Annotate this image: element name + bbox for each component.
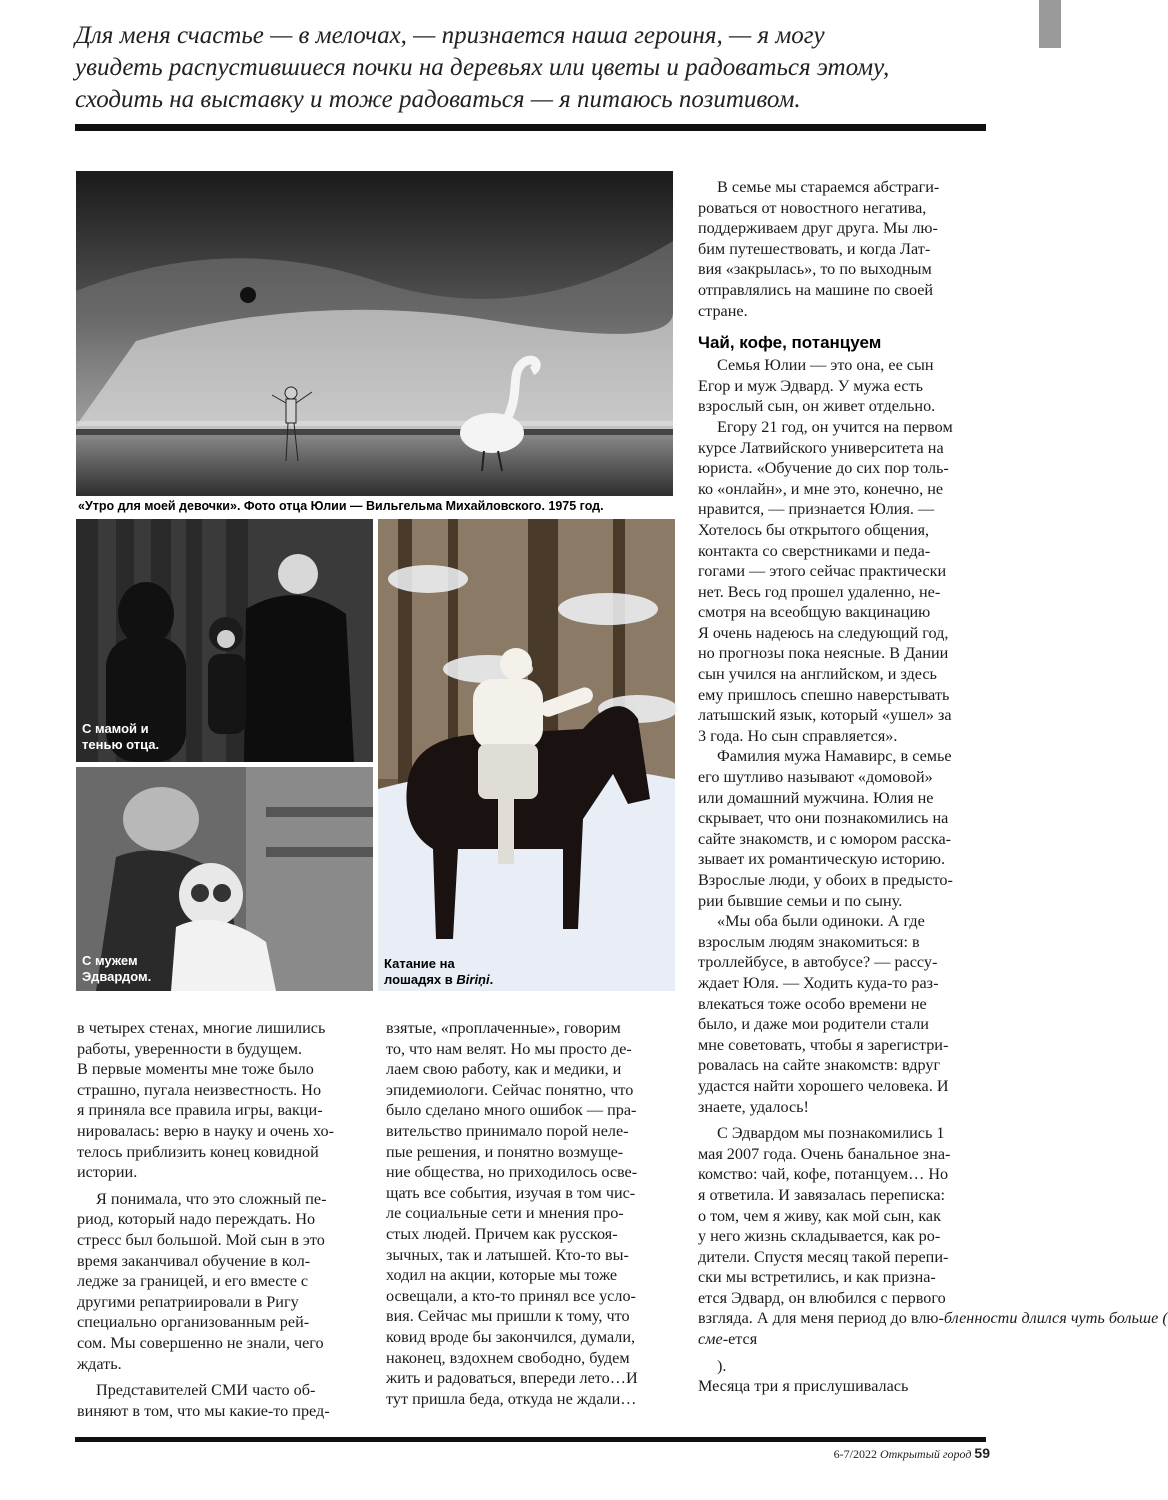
text-line: комство: чай, кофе, потанцуем… Но bbox=[698, 1165, 949, 1184]
text-line: нравится, — признается Юлия. — bbox=[698, 500, 935, 519]
footer-magazine: Открытый город bbox=[879, 1447, 972, 1461]
caption-horse-dot: . bbox=[489, 972, 494, 987]
text-line: ходил на акции, которые мы тоже bbox=[386, 1266, 618, 1285]
text-line: сайте знакомств, и с юмором расска- bbox=[698, 829, 952, 848]
text-line: лаем свою работу, как и медики, и bbox=[386, 1060, 622, 1079]
text-line: мая 2007 года. Очень банальное зна- bbox=[698, 1144, 951, 1163]
text-line: пые решения, и понятно возмуще- bbox=[386, 1142, 624, 1161]
text-line-with-italic bbox=[698, 1308, 1168, 1329]
text-line: ется Эдвард, он влюбился с первого bbox=[698, 1288, 946, 1307]
text-line: гогами — этого сейчас практически bbox=[698, 562, 947, 581]
text-line: смотря на всеобщую вакцинацию bbox=[698, 603, 931, 622]
text-line: сом. Мы совершенно не знали, чего bbox=[77, 1333, 324, 1352]
text-line: специально организованным рей- bbox=[77, 1313, 310, 1332]
text-line: истории. bbox=[77, 1163, 138, 1182]
caption-mother-line: тенью отца. bbox=[82, 737, 160, 752]
caption-mother-line: С мамой и bbox=[82, 721, 149, 736]
column-left bbox=[77, 1018, 367, 1421]
text-line: рии бывшие семьи и по сыну. bbox=[698, 891, 903, 910]
quote-line: Для меня счастье — в мелочах, — признается наша героиня, — я могу bbox=[75, 22, 825, 49]
bottom-rule bbox=[75, 1437, 986, 1442]
text-line: было, и даже мои родители стали bbox=[698, 1015, 929, 1034]
text-fragment: взгляда. А для меня период до влю- bbox=[698, 1309, 944, 1328]
text-line: я приняла все правила игры, вакци- bbox=[77, 1101, 323, 1120]
text-line: ). bbox=[717, 1356, 727, 1375]
column-middle bbox=[386, 1018, 676, 1409]
text-line: Представителей СМИ часто об- bbox=[96, 1381, 316, 1400]
text-line: В семье мы стараемся абстраги- bbox=[717, 178, 940, 196]
text-line: Я понимала, что это сложный пе- bbox=[96, 1189, 327, 1208]
text-line: контакта со сверстниками и педа- bbox=[698, 541, 931, 560]
text-line: Я очень надеюсь на следующий год, bbox=[698, 623, 949, 642]
text-line: было сделано много ошибок — пра- bbox=[386, 1101, 637, 1120]
text-line: но прогнозы пока неясные. В Дании bbox=[698, 644, 949, 663]
text-line: о том, чем я живу, как мой сын, как bbox=[698, 1206, 941, 1225]
text-line: поддерживаем друг друга. Мы лю- bbox=[698, 219, 938, 238]
photo-girl-and-swan bbox=[76, 171, 673, 496]
text-line: влекаться тоже особо времени не bbox=[698, 994, 927, 1013]
footer-issue: 6-7/2022 bbox=[833, 1447, 877, 1461]
photo-horse-riding-image bbox=[378, 519, 675, 991]
text-line: дители. Спустя месяц такой перепи- bbox=[698, 1247, 949, 1266]
text-line: тут пришла беда, откуда не ждали… bbox=[386, 1389, 637, 1408]
text-line: Фамилия мужа Намавирс, в семье bbox=[717, 747, 952, 766]
text-line: то, что нам велят. Но мы просто де- bbox=[386, 1039, 632, 1058]
text-line: стых людей. Причем как русскоя- bbox=[386, 1224, 618, 1243]
text-line: работы, уверенности в будущем. bbox=[77, 1039, 302, 1058]
text-line: вия. Сейчас мы пришли к тому, что bbox=[386, 1307, 630, 1326]
text-line: зычных, так и латышей. Кто-то вы- bbox=[386, 1245, 629, 1264]
text-line: жить и радоваться, впереди лето…И bbox=[386, 1369, 638, 1388]
text-line: ледже за границей, и его вместе с bbox=[77, 1272, 309, 1291]
text-line: ние общества, но приходилось осве- bbox=[386, 1163, 638, 1182]
text-line: взрослый сын, он живет отдельно. bbox=[698, 397, 936, 416]
text-line: освещали, а кто-то принял все усло- bbox=[386, 1286, 636, 1305]
text-line: эпидемиологи. Сейчас понятно, что bbox=[386, 1080, 634, 1099]
caption-husband-line: Эдвардом. bbox=[82, 969, 152, 984]
text-line: вия «закрылась», то по выходным bbox=[698, 260, 932, 279]
caption-main-photo: «Утро для моей девочки». Фото отца Юлии — Вильгельма Михайловского. 1975 год. bbox=[78, 499, 604, 513]
text-line: ровалась на сайте знакомств: вдруг bbox=[698, 1056, 941, 1075]
text-line: ле социальные сети и мнения про- bbox=[386, 1204, 624, 1223]
page-number: 59 bbox=[974, 1445, 990, 1461]
text-line: вительство принимало порой нелe- bbox=[386, 1121, 629, 1140]
caption-horse-line2 bbox=[384, 972, 493, 987]
text-line: у него жизнь складывается, как ро- bbox=[698, 1227, 941, 1246]
text-line: ему пришлось спешно наверстывать bbox=[698, 685, 950, 704]
text-line: курсе Латвийского университета на bbox=[698, 438, 944, 457]
text-line: Егору 21 год, он учится на первом bbox=[717, 417, 953, 436]
text-line: троллейбусе, в автобусе? — рассу- bbox=[698, 953, 938, 972]
text-line: ковид вроде бы закончился, думали, bbox=[386, 1327, 636, 1346]
page-footer bbox=[780, 1445, 990, 1462]
quote-line: увидеть распустившиеся почки на деревьях или цветы и радоваться этому, bbox=[75, 54, 890, 81]
text-line: роваться от новостного негатива, bbox=[698, 198, 927, 217]
caption-horse-text: лошадях в bbox=[384, 972, 457, 987]
photo-girl-and-swan-image bbox=[76, 171, 673, 496]
text-line: или домашний мужчина. Юлия не bbox=[698, 788, 934, 807]
text-line: С Эдвардом мы познакомились 1 bbox=[717, 1124, 945, 1143]
quote-line: сходить на выставку и тоже радоваться — я питаюсь позитивом. bbox=[75, 86, 801, 113]
text-line: латышский язык, который «ушел» за bbox=[698, 706, 952, 725]
photo-with-mother bbox=[76, 519, 373, 762]
text-line: ко «онлайн», и мне это, конечно, не bbox=[698, 479, 944, 498]
text-line: отправлялись на машине по своей bbox=[698, 280, 934, 299]
caption-husband-line: С мужем bbox=[82, 953, 138, 968]
text-line-with-italic bbox=[698, 1329, 988, 1350]
text-line: телось приблизить конец ковидной bbox=[77, 1142, 319, 1161]
caption-horse-line: Катание на bbox=[384, 956, 455, 971]
text-line: Егор и муж Эдвард. У мужа есть bbox=[698, 376, 924, 395]
column-right bbox=[698, 177, 1168, 1397]
text-line: стране. bbox=[698, 301, 748, 320]
text-line: страшно, пугала неизвестность. Но bbox=[77, 1080, 322, 1099]
text-line: Месяца три я прислушивалась bbox=[698, 1377, 909, 1396]
text-line: я ответила. И завязалась переписка: bbox=[698, 1185, 946, 1204]
page-corner-tab bbox=[1039, 0, 1061, 48]
text-line: 3 года. Но сын справляется». bbox=[698, 726, 898, 745]
text-line: нет. Весь год прошел удаленно, не- bbox=[698, 582, 941, 601]
text-line: знаете, удалось! bbox=[698, 1097, 809, 1116]
text-line: взятые, «проплаченные», говорим bbox=[386, 1019, 621, 1037]
text-line: юриста. «Обучение до сих пор толь- bbox=[698, 459, 949, 478]
text-line: другими репатриировали в Ригу bbox=[77, 1292, 299, 1311]
text-line: ждать. bbox=[77, 1354, 122, 1373]
text-line: Взрослые люди, у обоих в предысто- bbox=[698, 871, 953, 889]
pull-quote bbox=[75, 20, 975, 116]
text-line: ждает Юля. — Ходить куда-то раз- bbox=[698, 973, 939, 992]
text-line: наконец, вздохнем свободно, будем bbox=[386, 1348, 630, 1367]
photo-horse-riding bbox=[378, 519, 675, 991]
text-line: стресс был большой. Мой сын в это bbox=[77, 1230, 325, 1249]
text-line: риод, который надо переждать. Но bbox=[77, 1210, 316, 1229]
text-fragment: ется bbox=[728, 1330, 758, 1349]
text-line: скрывает, что они познакомились на bbox=[698, 809, 949, 828]
text-line: зывает их романтическую историю. bbox=[698, 850, 946, 869]
section-heading: Чай, кофе, потанцуем bbox=[698, 333, 882, 353]
top-rule bbox=[75, 124, 986, 131]
text-line: его шутливо называют «домовой» bbox=[698, 768, 933, 787]
text-line: взрослым людям знакомиться: в bbox=[698, 932, 920, 951]
text-italic: бленности длился чуть больше ( bbox=[943, 1309, 1168, 1328]
text-line: время заканчивал обучение в кол- bbox=[77, 1251, 311, 1270]
text-line: удастся найти хорошего человека. И bbox=[698, 1076, 949, 1095]
text-line: в четырех стенах, многие лишились bbox=[77, 1019, 326, 1037]
caption-horse-place: Biriņi bbox=[456, 972, 490, 987]
text-line: бим путешествовать, и когда Лат- bbox=[698, 239, 931, 258]
text-line: Хотелось бы открытого общения, bbox=[698, 520, 930, 539]
text-line: мне советовать, чтобы я зарегистри- bbox=[698, 1035, 949, 1054]
text-line: В первые моменты мне тоже было bbox=[77, 1060, 314, 1079]
photo-with-husband bbox=[76, 767, 373, 991]
text-line: нировалась: верю в науку и очень хо- bbox=[77, 1121, 334, 1140]
text-line: ски мы встретились, и как призна- bbox=[698, 1268, 936, 1287]
text-line: «Мы оба были одиноки. А где bbox=[717, 912, 925, 931]
text-line: щать все события, изучая в том чис- bbox=[386, 1183, 636, 1202]
text-line: Семья Юлии — это она, ее сын bbox=[717, 356, 934, 375]
text-line: сын учился на английском, и здесь bbox=[698, 665, 937, 684]
text-italic: сме- bbox=[698, 1330, 729, 1349]
text-line: виняют в том, что мы какие-то пред- bbox=[77, 1401, 330, 1420]
